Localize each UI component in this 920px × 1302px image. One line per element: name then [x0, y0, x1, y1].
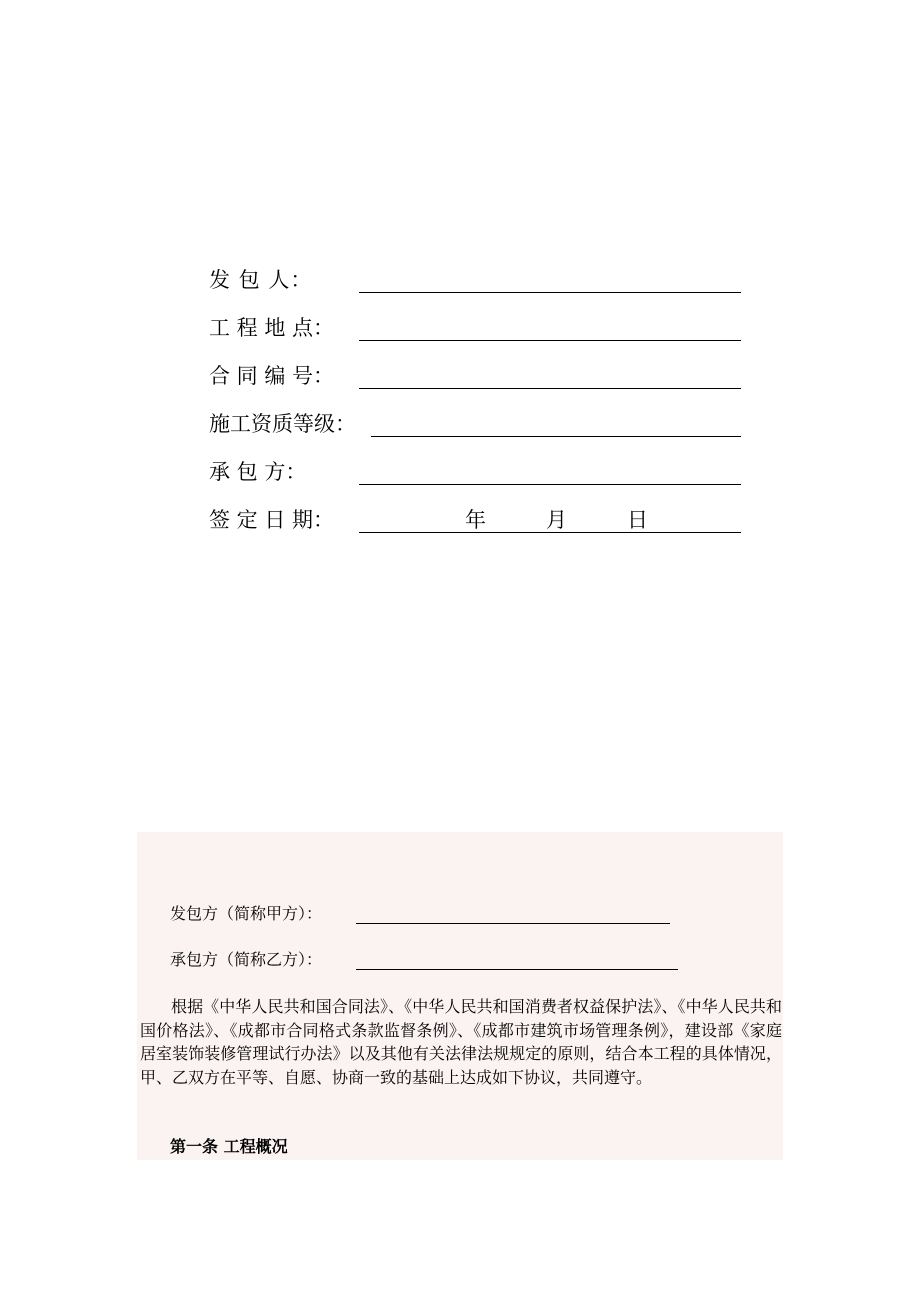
date-year-label: 年	[465, 508, 486, 532]
field-contract-number-blank[interactable]	[359, 388, 741, 389]
field-qualification-grade-label: 施工资质等级：	[209, 412, 356, 436]
contract-body	[137, 832, 783, 1160]
field-contractor-blank[interactable]	[359, 484, 741, 485]
field-signing-date	[209, 505, 749, 535]
date-day-label: 日	[627, 508, 648, 532]
contract-cover	[0, 0, 920, 600]
party-a-blank[interactable]	[356, 923, 670, 924]
field-qualification-grade-blank[interactable]	[371, 436, 741, 437]
party-a-row	[170, 902, 322, 926]
field-employer-blank[interactable]	[359, 292, 741, 293]
party-b-blank[interactable]	[356, 969, 678, 970]
party-b-row	[170, 948, 322, 972]
article-1-heading: 第一条 工程概况	[170, 1137, 288, 1156]
preamble-paragraph: 根据《中华人民共和国合同法》、《中华人民共和国消费者权益保护法》、《中华人民共和国价格法》、《成都市合同格式条款监督条例》、《成都市建筑市场管理条例》，建设部《家庭居室装饰装修管理试行办法》以及其他有关法律法规规定的原则，结合本工程的具体情况，甲、乙双方在平等、自愿、协商一致的基础上达成如下协议，共同遵守。	[140, 997, 782, 1087]
field-contractor-label: 承 包 方：	[209, 460, 307, 484]
field-project-location-label: 工 程 地 点：	[209, 316, 335, 340]
party-a-label: 发包方（简称甲方）：	[170, 904, 323, 923]
date-month-label: 月	[546, 508, 567, 532]
field-employer-label: 发 包 人：	[209, 268, 313, 292]
party-b-label: 承包方（简称乙方）：	[170, 950, 323, 969]
field-project-location-blank[interactable]	[359, 340, 741, 341]
field-contract-number-label: 合 同 编 号：	[209, 364, 335, 388]
field-signing-date-label: 签 定 日 期：	[209, 508, 335, 532]
